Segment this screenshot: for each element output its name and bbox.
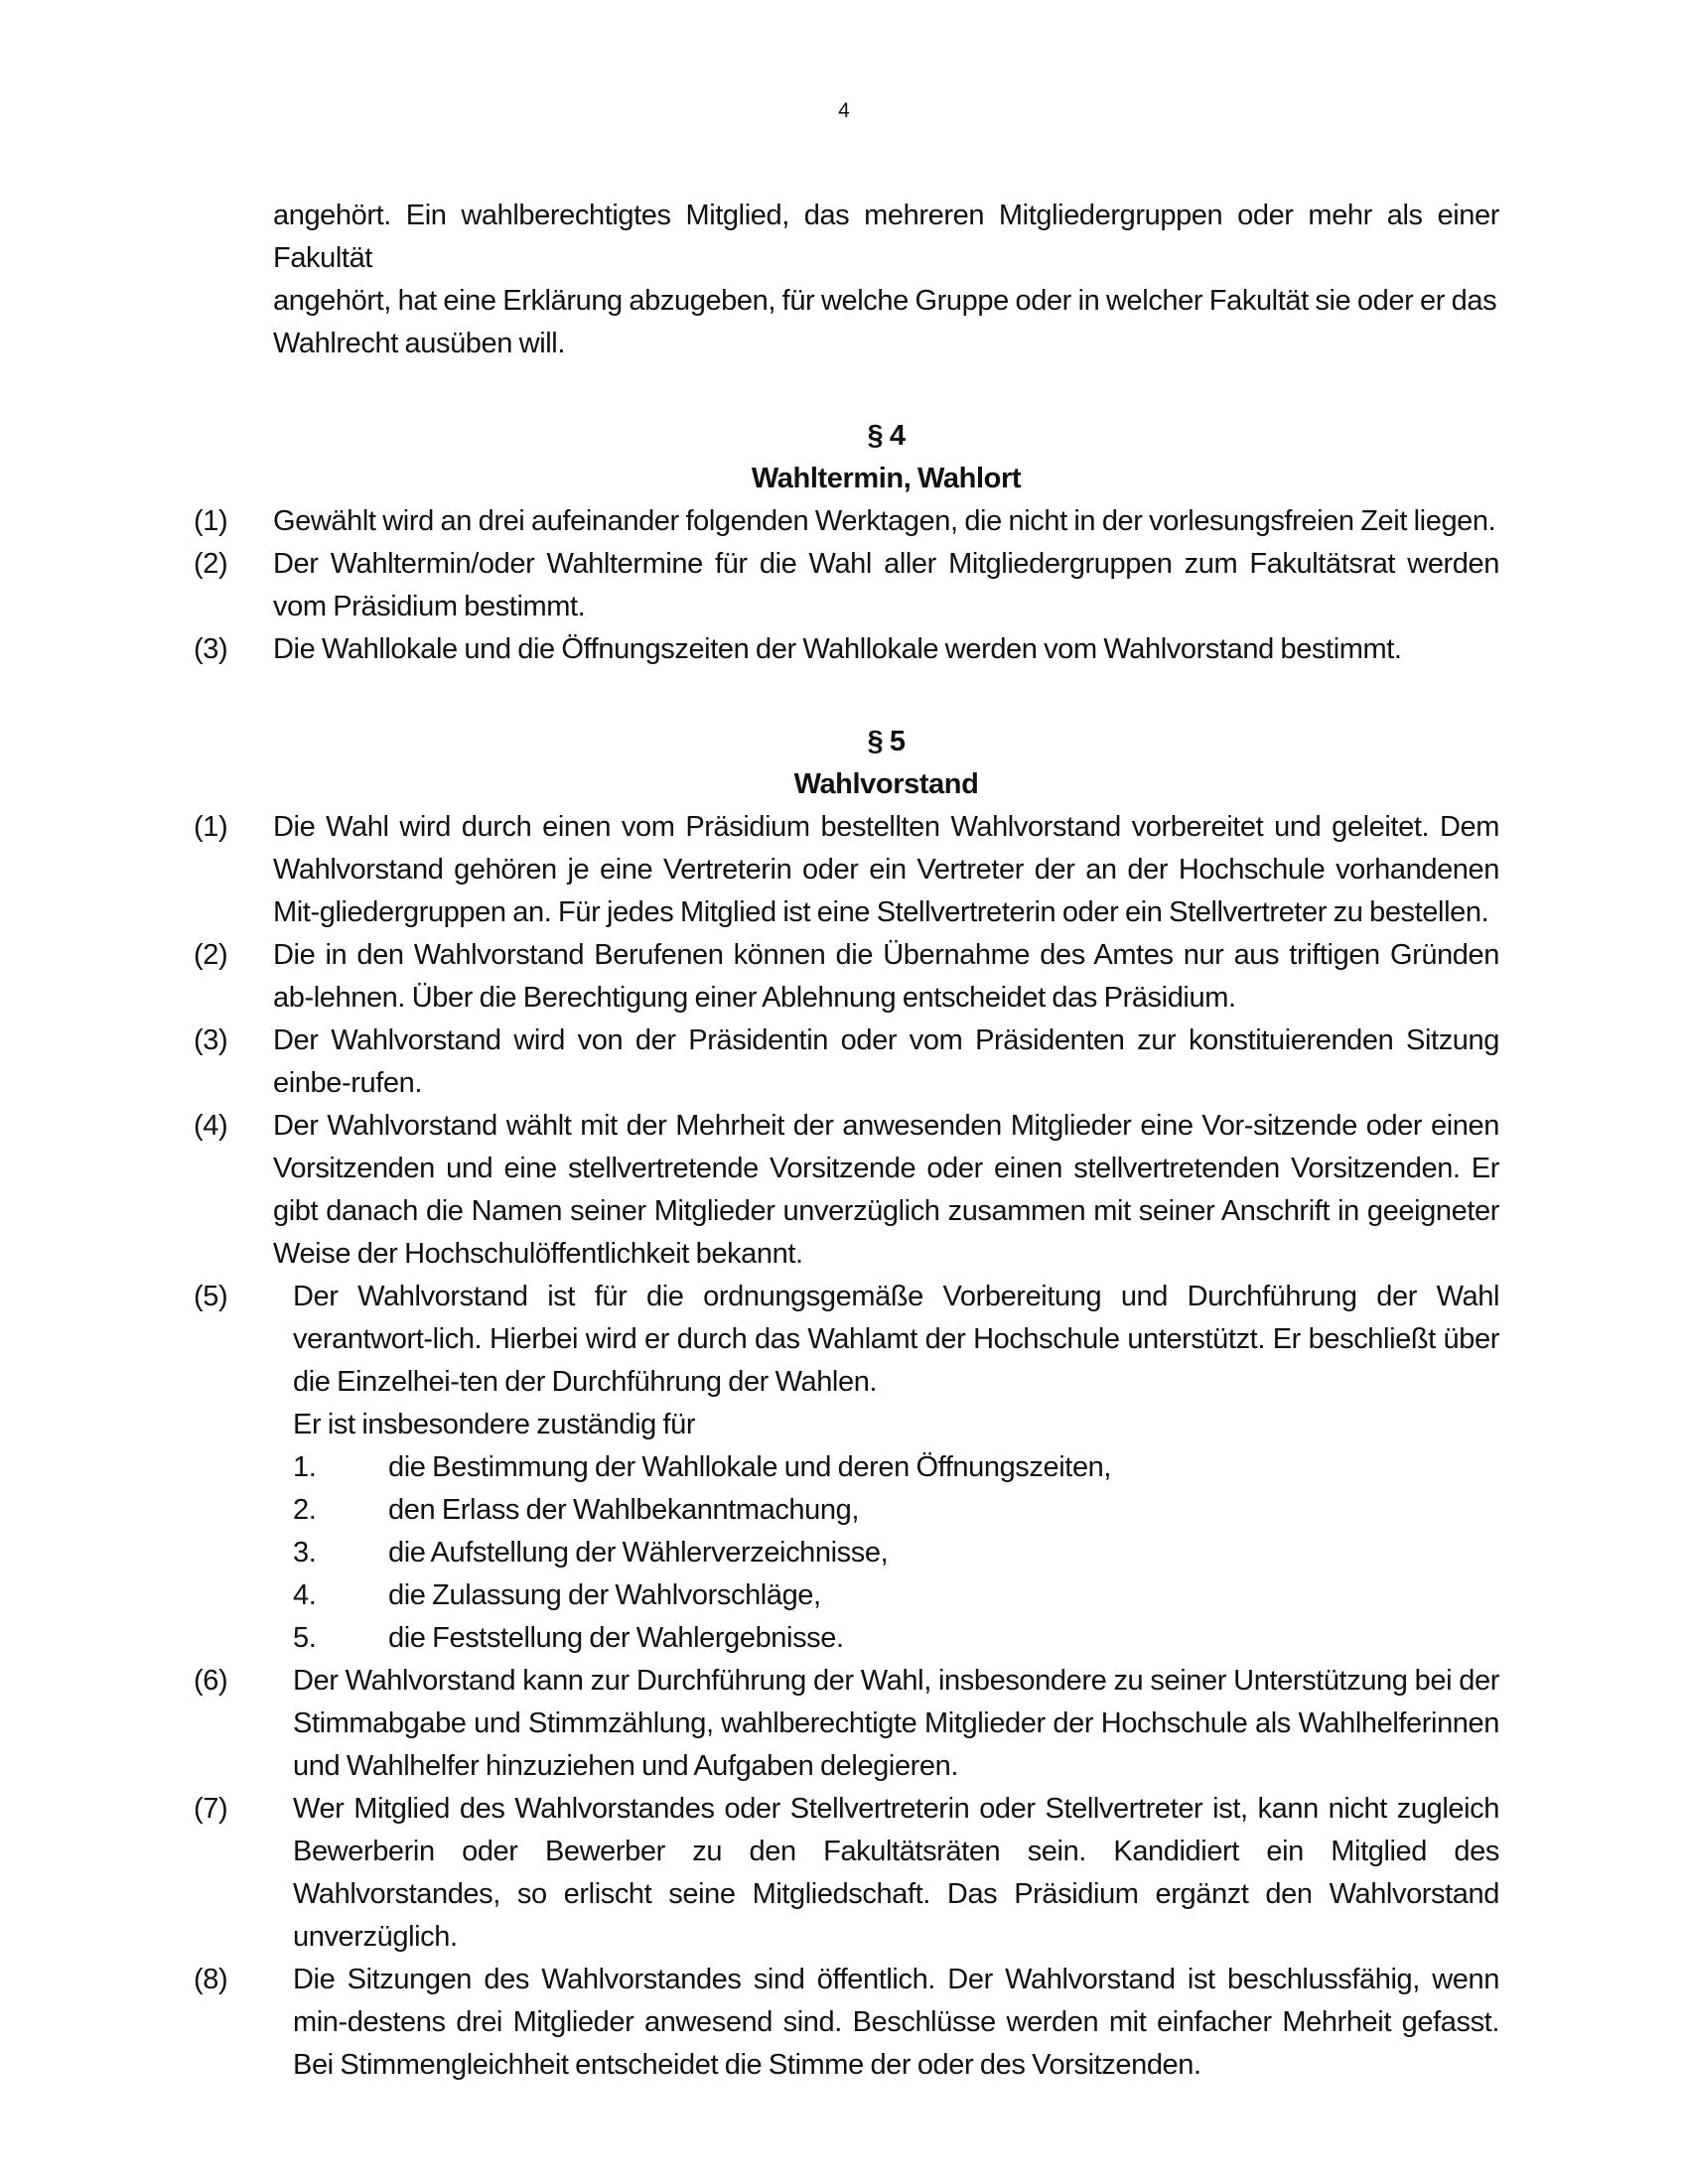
- list-item-text: die Bestimmung der Wahllokale und deren Öffnungszeiten,: [388, 1451, 1112, 1483]
- paragraph: [194, 1105, 1499, 1276]
- document-body: [194, 195, 1499, 2087]
- paragraph-number: (1): [194, 505, 228, 537]
- intro-line: angehört, hat eine Erklärung abzugeben, für welche Gruppe oder in welcher Fakultät sie oder er das: [273, 285, 1497, 317]
- paragraph-text: Gewählt wird an drei aufeinander folgenden Werktagen, die nicht in der vorlesungsfreien Zeit liegen.: [273, 505, 1496, 537]
- list-item-number: 5.: [293, 1622, 317, 1654]
- paragraph-text: Die Wahllokale und die Öffnungszeiten der Wahllokale werden vom Wahlvorstand bestimmt.: [273, 633, 1402, 665]
- paragraph-text: Wer Mitglied des Wahlvorstandes oder Stellvertreterin oder Stellvertreter ist, kann nicht zugleich Bewerberin oder Bewerber zu den Fakultätsräten sein. Kandidiert ein Mitglied des Wahlvorstandes, so erlischt seine Mitgliedschaft. Das Präsidium ergänzt den Wahlvorstand unverzüglich.: [293, 1793, 1499, 1953]
- paragraph-number: (8): [194, 1964, 228, 1995]
- intro-line: angehört. Ein wahlberechtigtes Mitglied, das mehreren Mitgliedergruppen oder mehr als einer Fakultät: [273, 200, 1499, 274]
- list-item: [293, 1574, 1499, 1617]
- list-item: [293, 1532, 1499, 1574]
- paragraph-number: (7): [194, 1793, 228, 1825]
- paragraph-number: (2): [194, 548, 228, 580]
- paragraph: [194, 543, 1499, 628]
- page-number: 4: [838, 99, 850, 122]
- paragraph-number: (3): [194, 1024, 228, 1056]
- section-number: § 5: [867, 726, 906, 757]
- paragraph: [194, 628, 1499, 671]
- paragraph: [194, 1660, 1499, 1788]
- paragraph-number: (3): [194, 633, 228, 665]
- paragraph: [194, 806, 1499, 934]
- paragraph-number: (6): [194, 1665, 228, 1697]
- paragraph-text: Der Wahltermin/oder Wahltermine für die Wahl aller Mitgliedergruppen zum Fakultätsrat werden vom Präsidium bestimmt.: [273, 548, 1499, 622]
- paragraph-text: Die in den Wahlvorstand Berufenen können die Übernahme des Amtes nur aus triftigen Gründen ab-lehnen. Über die Berechtigung einer Ablehnung entscheidet das Präsidium.: [273, 939, 1499, 1014]
- list-item-number: 2.: [293, 1494, 317, 1526]
- paragraph-number: (1): [194, 811, 228, 843]
- section-title: Wahltermin, Wahlort: [751, 463, 1022, 494]
- list-item-text: die Aufstellung der Wählerverzeichnisse,: [388, 1537, 889, 1569]
- list-item: [293, 1617, 1499, 1660]
- list-item-text: die Feststellung der Wahlergebnisse.: [388, 1622, 844, 1654]
- paragraph: [194, 500, 1499, 543]
- list-item: [293, 1489, 1499, 1532]
- paragraph-number: (4): [194, 1110, 228, 1142]
- list-item-text: den Erlass der Wahlbekanntmachung,: [388, 1494, 859, 1526]
- list-item: [293, 1446, 1499, 1489]
- numbered-list: [194, 1446, 1499, 1660]
- list-item-number: 1.: [293, 1451, 317, 1483]
- paragraph-number: (5): [194, 1281, 228, 1312]
- paragraph-text: Die Wahl wird durch einen vom Präsidium bestellten Wahlvorstand vorbereitet und geleitet. Dem Wahlvorstand gehören je eine Vertreterin oder ein Vertreter der an der Hochschule vorhandenen Mit-gliedergruppen an. Für jedes Mitglied ist eine Stellvertreterin oder ein Stellvertreter zu bestellen.: [273, 811, 1499, 928]
- paragraph: [194, 934, 1499, 1020]
- paragraph: [194, 1276, 1499, 1404]
- paragraph: [194, 1788, 1499, 1959]
- list-item-number: 3.: [293, 1537, 317, 1569]
- list-item-number: 4.: [293, 1579, 317, 1611]
- section-title: Wahlvorstand: [793, 768, 979, 800]
- paragraph-text: Der Wahlvorstand wählt mit der Mehrheit der anwesenden Mitglieder eine Vor-sitzende oder einen Vorsitzenden und eine stellvertretende Vorsitzende oder einen stellvertretenden Vorsitzenden. Er gibt danach die Namen seiner Mitglieder unverzüglich zusammen mit seiner Anschrift in geeigneter Weise der Hochschulöffentlichkeit bekannt.: [273, 1110, 1499, 1270]
- intro-text: [194, 195, 1499, 365]
- paragraph-number: (2): [194, 939, 228, 971]
- paragraph-text: Der Wahlvorstand wird von der Präsidentin oder vom Präsidenten zur konstituierenden Sitzung einbe-rufen.: [273, 1024, 1499, 1099]
- section-number: § 4: [867, 420, 906, 452]
- paragraph-subtext: Er ist insbesondere zuständig für: [293, 1409, 696, 1440]
- intro-line: Wahlrecht ausüben will.: [273, 328, 565, 359]
- list-item-text: die Zulassung der Wahlvorschläge,: [388, 1579, 821, 1611]
- paragraph-text: Der Wahlvorstand kann zur Durchführung der Wahl, insbesondere zu seiner Unterstützung bei der Stimmabgabe und Stimmzählung, wahlberechtigte Mitglieder der Hochschule als Wahlhelferinnen und Wahlhelfer hinzuziehen und Aufgaben delegieren.: [293, 1665, 1499, 1782]
- paragraph-text: Der Wahlvorstand ist für die ordnungsgemäße Vorbereitung und Durchführung der Wahl verantwort-lich. Hierbei wird er durch das Wahlamt der Hochschule unterstützt. Er beschließt über die Einzelhei-ten der Durchführung der Wahlen.: [293, 1281, 1499, 1398]
- paragraph-text: Die Sitzungen des Wahlvorstandes sind öffentlich. Der Wahlvorstand ist beschlussfähig, wenn min-destens drei Mitglieder anwesend sind. Beschlüsse werden mit einfacher Mehrheit gefasst. Bei Stimmengleichheit entscheidet die Stimme der oder des Vorsitzenden.: [293, 1964, 1499, 2081]
- paragraph: [194, 1020, 1499, 1105]
- paragraph: [194, 1959, 1499, 2087]
